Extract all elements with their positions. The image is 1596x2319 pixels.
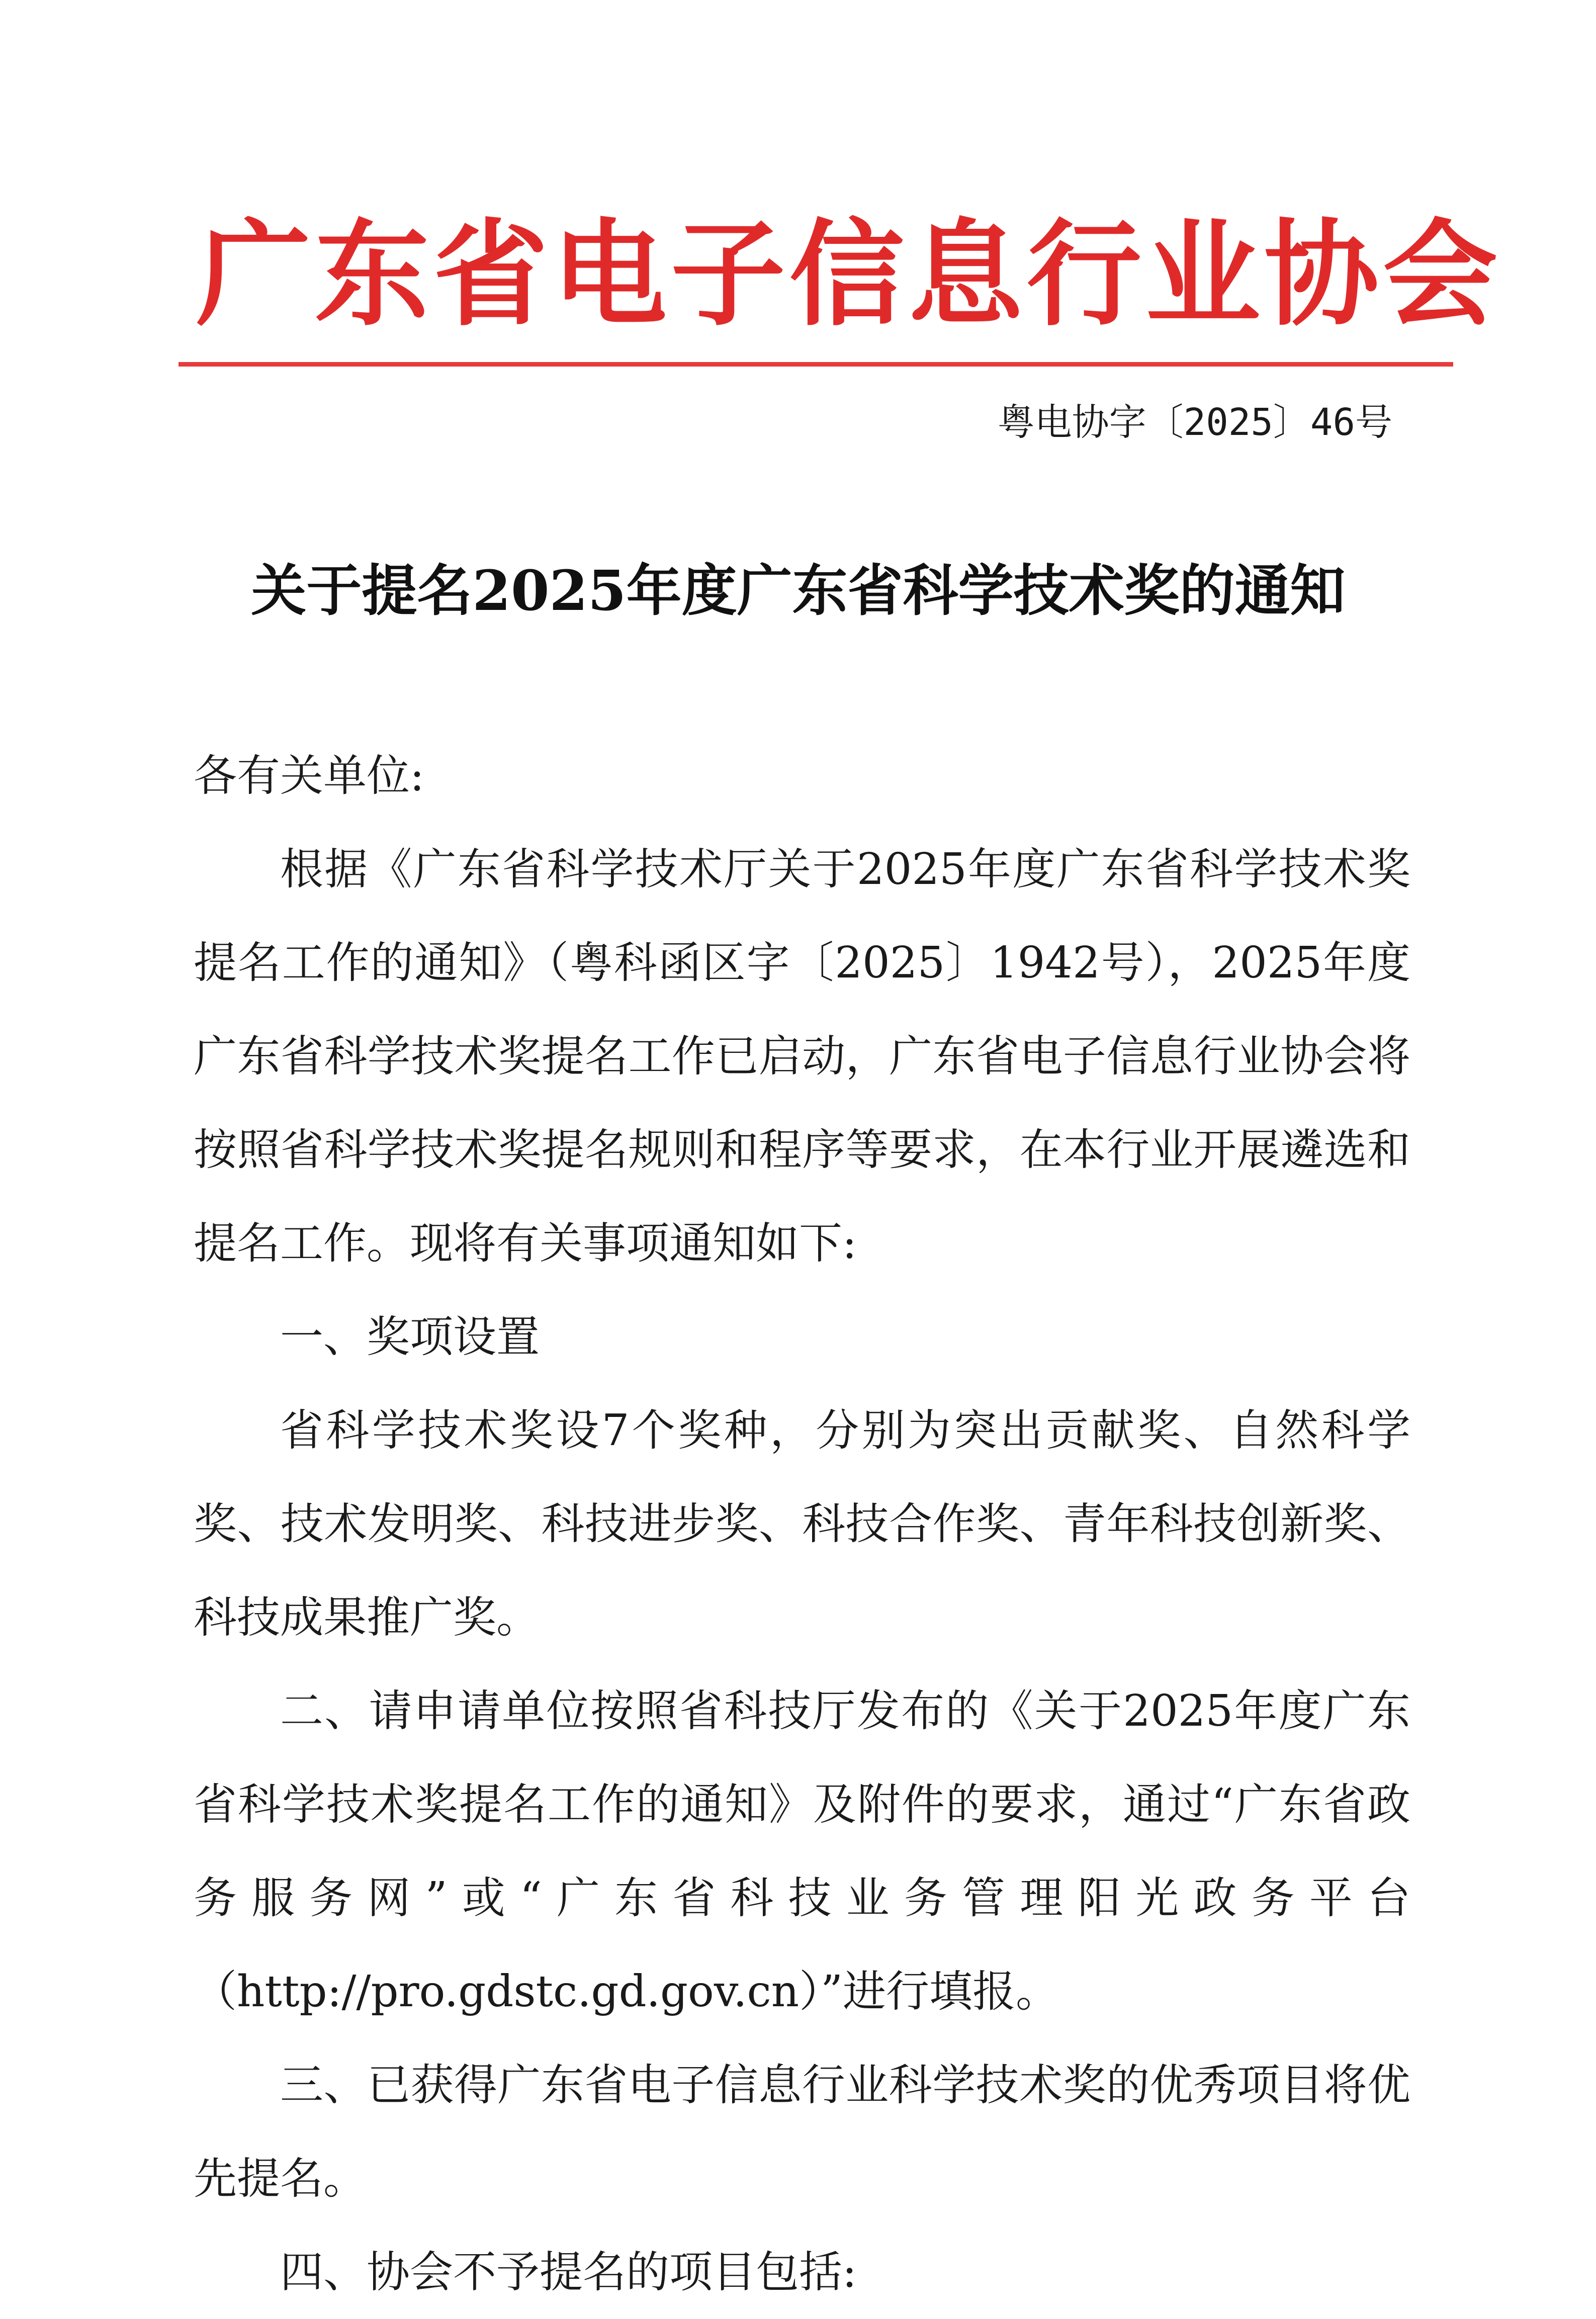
paragraph-intro: 根据《广东省科学技术厅关于2025年度广东省科学技术奖提名工作的通知》（粤科函区字〔2025〕1942号），2025年度广东省科学技术奖提名工作已启动，广东省电子信息行业协会将按照省科学技术奖提名规则和程序等要求，在本行业开展遴选和提名工作。现将有关事项通知如下: [194, 844, 1410, 1269]
paragraph-award-types: 省科学技术奖设7个奖种，分别为突出贡献奖、自然科学奖、技术发明奖、科技进步奖、科技合作奖、青年科技创新奖、科技成果推广奖。 [194, 1405, 1410, 1643]
document-body [194, 729, 1410, 2319]
masthead-organization-name: 广东省电子信息行业协会 [196, 207, 1501, 341]
paragraph-application-instructions: 二、请申请单位按照省科技厅发布的《关于2025年度广东省科学技术奖提名工作的通知》及附件的要求，通过“广东省政务服务网”或“广东省科技业务管理阳光政务平台（http://pro.gdstc.gd.gov.cn）”进行填报。 [194, 1686, 1410, 2017]
section-heading-award-settings: 一、奖项设置 [280, 1312, 540, 1362]
paragraph-exclusions: 四、协会不予提名的项目包括: [280, 2247, 857, 2297]
document-title: 关于提名2025年度广东省科学技术奖的通知 [251, 558, 1346, 623]
paragraph-priority-nomination: 三、已获得广东省电子信息行业科学技术奖的优秀项目将优先提名。 [194, 2060, 1410, 2204]
masthead-red-rule [179, 362, 1453, 367]
salutation: 各有关单位: [194, 751, 424, 801]
document-number: 粤电协字〔2025〕46号 [997, 401, 1392, 444]
